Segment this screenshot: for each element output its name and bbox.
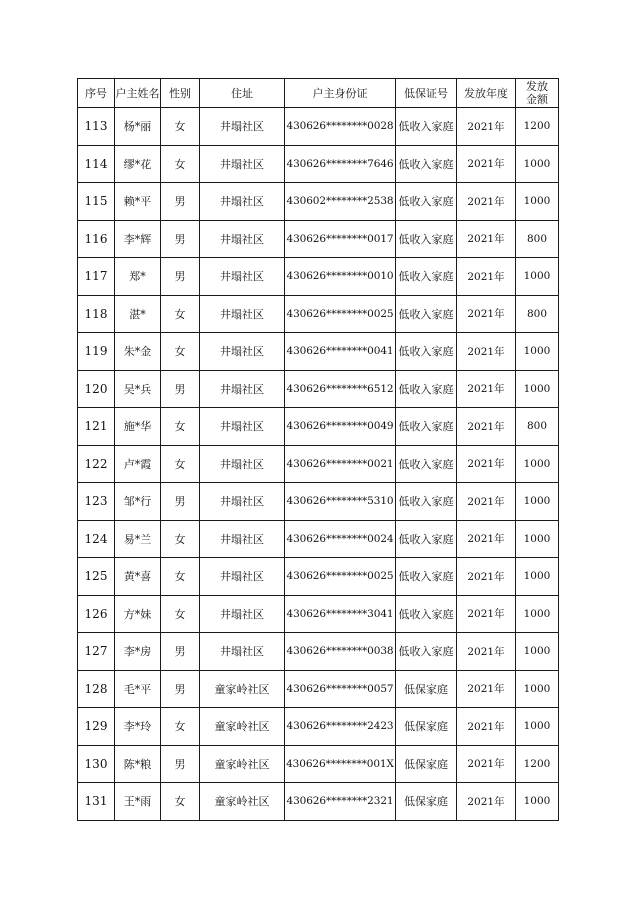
cell-seq: 123: [78, 483, 115, 521]
cell-amount: 800: [516, 295, 559, 333]
cell-name: 杨*丽: [115, 108, 161, 146]
cell-name: 湛*: [115, 295, 161, 333]
cell-year: 2021年: [457, 670, 516, 708]
cell-address: 井塌社区: [200, 633, 285, 671]
header-seq: 序号: [78, 79, 115, 108]
cell-gender: 女: [161, 783, 200, 821]
cell-gender: 女: [161, 708, 200, 746]
header-year: 发放年度: [457, 79, 516, 108]
cell-amount: 1000: [516, 258, 559, 296]
cell-year: 2021年: [457, 108, 516, 146]
cell-seq: 120: [78, 370, 115, 408]
cell-id-card: 430626********0041: [285, 333, 396, 371]
cell-seq: 124: [78, 520, 115, 558]
cell-seq: 128: [78, 670, 115, 708]
table-row: [78, 258, 559, 296]
cell-cert: 低保家庭: [396, 745, 457, 783]
cell-year: 2021年: [457, 408, 516, 446]
table-row: [78, 558, 559, 596]
cell-year: 2021年: [457, 558, 516, 596]
cell-amount: 1000: [516, 183, 559, 221]
cell-cert: 低收入家庭: [396, 108, 457, 146]
cell-gender: 男: [161, 258, 200, 296]
cell-id-card: 430626********0025: [285, 558, 396, 596]
cell-amount: 1000: [516, 520, 559, 558]
cell-amount: 1000: [516, 333, 559, 371]
cell-cert: 低收入家庭: [396, 295, 457, 333]
table-row: [78, 220, 559, 258]
cell-name: 易*兰: [115, 520, 161, 558]
cell-gender: 男: [161, 670, 200, 708]
relief-payment-table: [77, 78, 559, 821]
cell-address: 井塌社区: [200, 220, 285, 258]
cell-id-card: 430626********0025: [285, 295, 396, 333]
cell-gender: 男: [161, 183, 200, 221]
cell-seq: 129: [78, 708, 115, 746]
cell-year: 2021年: [457, 145, 516, 183]
cell-amount: 1000: [516, 783, 559, 821]
cell-cert: 低收入家庭: [396, 333, 457, 371]
header-gender: 性别: [161, 79, 200, 108]
cell-seq: 118: [78, 295, 115, 333]
header-name: 户主姓名: [115, 79, 161, 108]
cell-name: 邹*行: [115, 483, 161, 521]
table-row: [78, 595, 559, 633]
cell-amount: 1000: [516, 558, 559, 596]
cell-seq: 119: [78, 333, 115, 371]
cell-gender: 女: [161, 520, 200, 558]
cell-seq: 114: [78, 145, 115, 183]
cell-cert: 低收入家庭: [396, 183, 457, 221]
cell-id-card: 430626********3041: [285, 595, 396, 633]
cell-year: 2021年: [457, 333, 516, 371]
cell-year: 2021年: [457, 258, 516, 296]
cell-address: 童家岭社区: [200, 670, 285, 708]
cell-year: 2021年: [457, 295, 516, 333]
header-id-card: 户主身份证: [285, 79, 396, 108]
cell-year: 2021年: [457, 783, 516, 821]
cell-address: 井塌社区: [200, 520, 285, 558]
cell-cert: 低收入家庭: [396, 408, 457, 446]
cell-seq: 122: [78, 445, 115, 483]
cell-year: 2021年: [457, 183, 516, 221]
cell-year: 2021年: [457, 220, 516, 258]
table-row: [78, 783, 559, 821]
cell-id-card: 430626********2423: [285, 708, 396, 746]
cell-address: 童家岭社区: [200, 708, 285, 746]
cell-year: 2021年: [457, 370, 516, 408]
cell-gender: 男: [161, 745, 200, 783]
table-row: [78, 295, 559, 333]
table-row: [78, 445, 559, 483]
cell-cert: 低保家庭: [396, 670, 457, 708]
table-row: [78, 108, 559, 146]
cell-amount: 1000: [516, 145, 559, 183]
cell-address: 井塌社区: [200, 595, 285, 633]
cell-address: 井塌社区: [200, 483, 285, 521]
cell-name: 赖*平: [115, 183, 161, 221]
cell-name: 黄*喜: [115, 558, 161, 596]
cell-year: 2021年: [457, 445, 516, 483]
cell-amount: 1000: [516, 708, 559, 746]
cell-id-card: 430626********0028: [285, 108, 396, 146]
cell-name: 朱*金: [115, 333, 161, 371]
cell-amount: 1000: [516, 595, 559, 633]
cell-gender: 女: [161, 445, 200, 483]
cell-seq: 121: [78, 408, 115, 446]
cell-seq: 116: [78, 220, 115, 258]
table-row: [78, 333, 559, 371]
cell-gender: 女: [161, 595, 200, 633]
cell-cert: 低收入家庭: [396, 445, 457, 483]
header-amount-label: 发放金额: [526, 80, 548, 106]
cell-cert: 低收入家庭: [396, 483, 457, 521]
table-row: [78, 408, 559, 446]
table-row: [78, 145, 559, 183]
cell-seq: 130: [78, 745, 115, 783]
cell-cert: 低收入家庭: [396, 595, 457, 633]
cell-gender: 男: [161, 220, 200, 258]
table-row: [78, 483, 559, 521]
cell-seq: 127: [78, 633, 115, 671]
cell-gender: 男: [161, 370, 200, 408]
cell-address: 井塌社区: [200, 145, 285, 183]
cell-address: 井塌社区: [200, 295, 285, 333]
table-header: [78, 79, 559, 108]
cell-gender: 女: [161, 333, 200, 371]
header-address: 住址: [200, 79, 285, 108]
cell-id-card: 430626********0017: [285, 220, 396, 258]
header-amount: [516, 79, 559, 108]
cell-id-card: 430626********6512: [285, 370, 396, 408]
cell-name: 卢*霞: [115, 445, 161, 483]
cell-amount: 800: [516, 408, 559, 446]
cell-address: 井塌社区: [200, 258, 285, 296]
cell-amount: 1000: [516, 370, 559, 408]
cell-id-card: 430626********5310: [285, 483, 396, 521]
cell-seq: 131: [78, 783, 115, 821]
cell-gender: 男: [161, 483, 200, 521]
cell-gender: 女: [161, 295, 200, 333]
table-row: [78, 520, 559, 558]
cell-gender: 女: [161, 408, 200, 446]
cell-amount: 1200: [516, 108, 559, 146]
cell-cert: 低收入家庭: [396, 633, 457, 671]
cell-cert: 低保家庭: [396, 708, 457, 746]
cell-gender: 女: [161, 145, 200, 183]
cell-cert: 低收入家庭: [396, 145, 457, 183]
cell-address: 井塌社区: [200, 108, 285, 146]
cell-address: 井塌社区: [200, 558, 285, 596]
cell-amount: 1000: [516, 445, 559, 483]
cell-id-card: 430626********0049: [285, 408, 396, 446]
table-row: [78, 745, 559, 783]
table-row: [78, 370, 559, 408]
cell-name: 毛*平: [115, 670, 161, 708]
cell-cert: 低收入家庭: [396, 220, 457, 258]
cell-seq: 115: [78, 183, 115, 221]
cell-year: 2021年: [457, 708, 516, 746]
table-row: [78, 670, 559, 708]
cell-id-card: 430626********0024: [285, 520, 396, 558]
cell-gender: 男: [161, 633, 200, 671]
cell-name: 李*玲: [115, 708, 161, 746]
cell-year: 2021年: [457, 520, 516, 558]
cell-name: 陈*粮: [115, 745, 161, 783]
header-row: [78, 79, 559, 108]
cell-id-card: 430626********001X: [285, 745, 396, 783]
table-row: [78, 708, 559, 746]
cell-address: 井塌社区: [200, 333, 285, 371]
table-body: [78, 108, 559, 821]
cell-name: 缪*花: [115, 145, 161, 183]
cell-seq: 113: [78, 108, 115, 146]
cell-id-card: 430602********2538: [285, 183, 396, 221]
cell-year: 2021年: [457, 483, 516, 521]
header-cert: 低保证号: [396, 79, 457, 108]
cell-name: 李*房: [115, 633, 161, 671]
cell-amount: 1000: [516, 483, 559, 521]
cell-id-card: 430626********7646: [285, 145, 396, 183]
cell-address: 井塌社区: [200, 370, 285, 408]
cell-name: 吴*兵: [115, 370, 161, 408]
cell-name: 王*雨: [115, 783, 161, 821]
cell-address: 井塌社区: [200, 183, 285, 221]
cell-amount: 1200: [516, 745, 559, 783]
cell-name: 施*华: [115, 408, 161, 446]
cell-cert: 低收入家庭: [396, 558, 457, 596]
cell-id-card: 430626********0021: [285, 445, 396, 483]
cell-seq: 117: [78, 258, 115, 296]
cell-name: 郑*: [115, 258, 161, 296]
cell-address: 童家岭社区: [200, 783, 285, 821]
cell-cert: 低收入家庭: [396, 520, 457, 558]
cell-cert: 低收入家庭: [396, 370, 457, 408]
cell-name: 方*妹: [115, 595, 161, 633]
cell-gender: 女: [161, 558, 200, 596]
cell-cert: 低收入家庭: [396, 258, 457, 296]
cell-id-card: 430626********0057: [285, 670, 396, 708]
cell-amount: 1000: [516, 670, 559, 708]
cell-year: 2021年: [457, 745, 516, 783]
cell-id-card: 430626********0038: [285, 633, 396, 671]
cell-year: 2021年: [457, 633, 516, 671]
cell-address: 井塌社区: [200, 408, 285, 446]
cell-id-card: 430626********2321: [285, 783, 396, 821]
table-row: [78, 633, 559, 671]
cell-id-card: 430626********0010: [285, 258, 396, 296]
cell-seq: 125: [78, 558, 115, 596]
cell-amount: 800: [516, 220, 559, 258]
cell-name: 李*辉: [115, 220, 161, 258]
cell-address: 童家岭社区: [200, 745, 285, 783]
cell-year: 2021年: [457, 595, 516, 633]
cell-amount: 1000: [516, 633, 559, 671]
table-row: [78, 183, 559, 221]
cell-seq: 126: [78, 595, 115, 633]
cell-address: 井塌社区: [200, 445, 285, 483]
cell-cert: 低保家庭: [396, 783, 457, 821]
cell-gender: 女: [161, 108, 200, 146]
